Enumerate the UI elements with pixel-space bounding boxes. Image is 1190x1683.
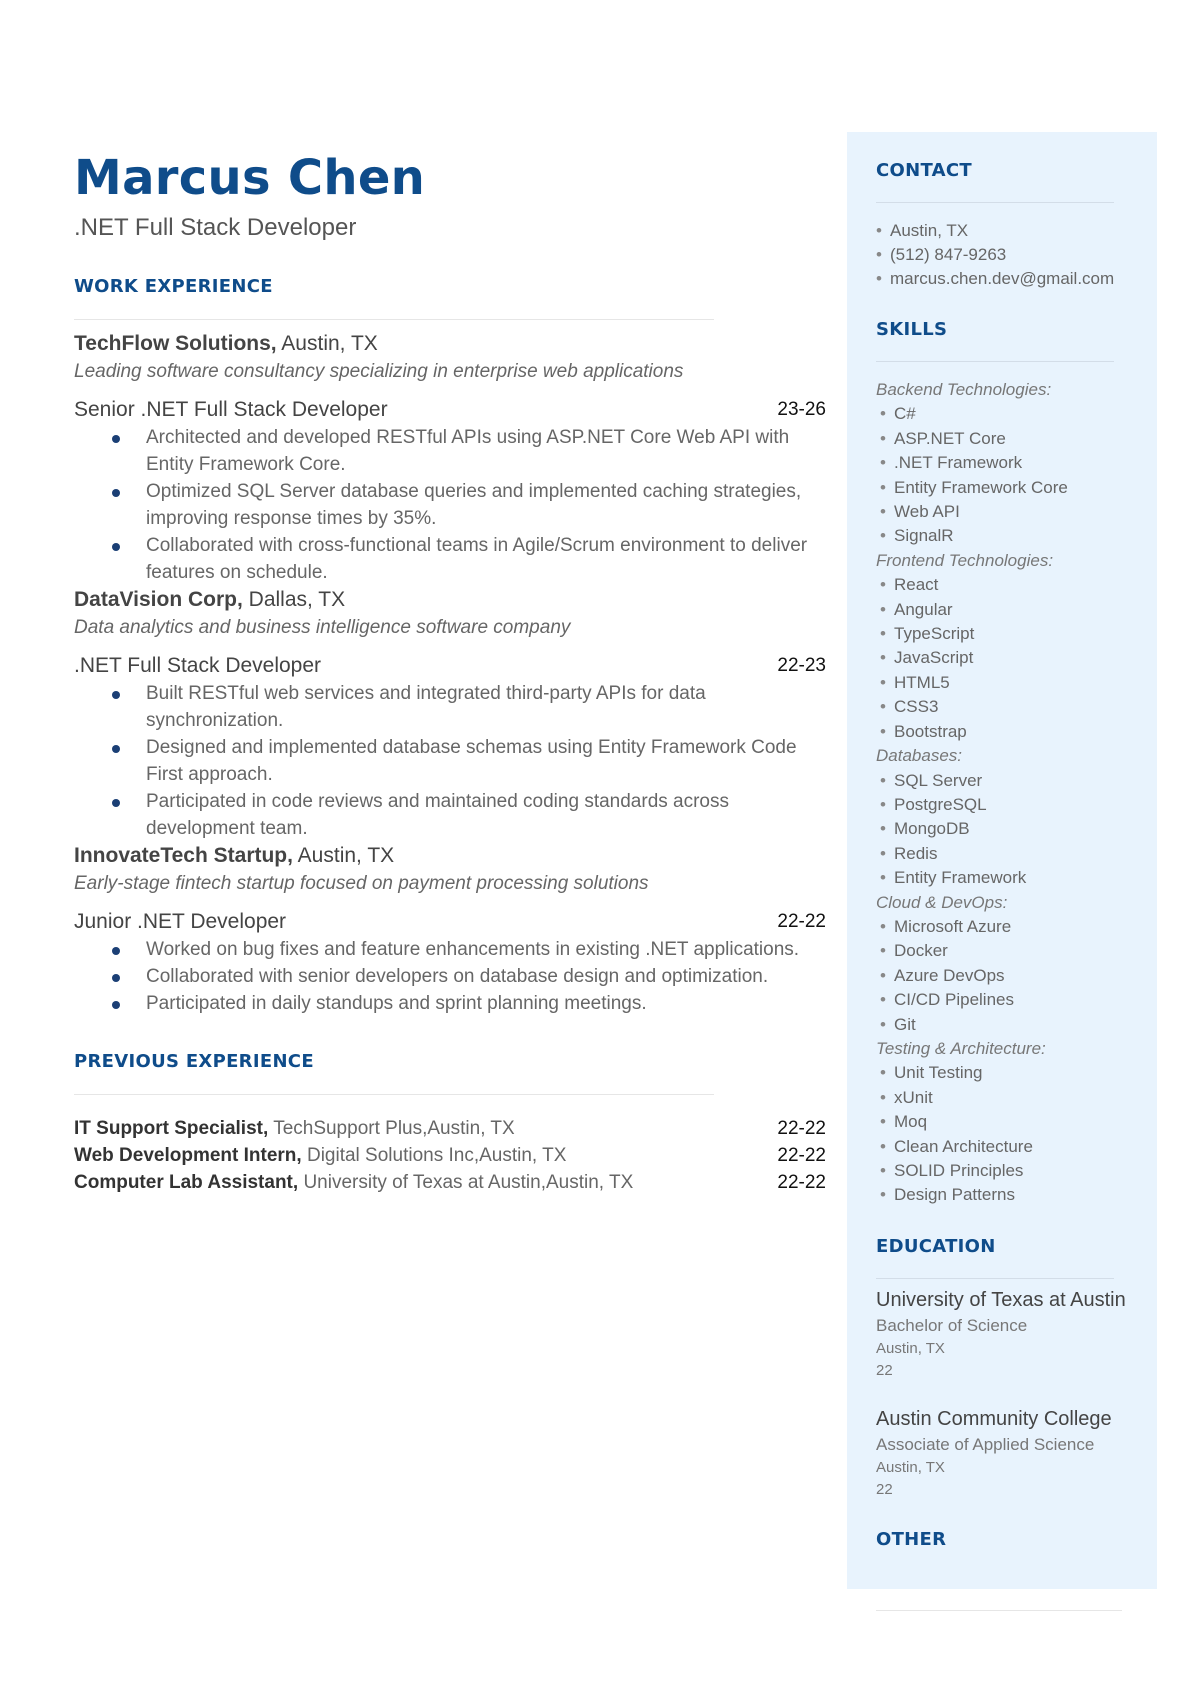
skills-heading: SKILLS bbox=[876, 319, 948, 340]
job-bullet: Built RESTful web services and integrated third-party APIs for data synchronization. bbox=[74, 680, 826, 734]
previous-role: Computer Lab Assistant, bbox=[74, 1171, 299, 1193]
education-school: University of Texas at Austin bbox=[876, 1288, 1126, 1311]
education-degree: Associate of Applied Science bbox=[876, 1434, 1095, 1454]
education-heading: EDUCATION bbox=[876, 1235, 996, 1257]
previous-experience-heading: PREVIOUS EXPERIENCE bbox=[74, 1050, 314, 1072]
candidate-title: .NET Full Stack Developer bbox=[74, 213, 357, 241]
skill-item: • PostgreSQL bbox=[880, 794, 987, 814]
job-bullet: Participated in daily standups and sprint planning meetings. bbox=[74, 990, 826, 1017]
company-description: Early-stage fintech startup focused on payment processing solutions bbox=[74, 872, 649, 894]
company-location: Dallas, TX bbox=[248, 587, 346, 611]
main-column bbox=[74, 150, 826, 1196]
job-bullet: Worked on bug fixes and feature enhancements in existing .NET applications. bbox=[74, 936, 826, 963]
bullet-dot: • bbox=[876, 245, 882, 264]
skill-item: • Clean Architecture bbox=[880, 1136, 1033, 1156]
contact-heading: CONTACT bbox=[876, 160, 972, 181]
previous-org: University of Texas at Austin,Austin, TX bbox=[303, 1171, 634, 1193]
company-location: Austin, TX bbox=[281, 331, 378, 355]
skill-item: • Web API bbox=[880, 502, 960, 522]
contact-divider bbox=[876, 202, 1114, 203]
previous-role: Web Development Intern, bbox=[74, 1144, 302, 1166]
skill-item: • SignalR bbox=[880, 526, 954, 546]
skill-category: Testing & Architecture: bbox=[876, 1038, 1046, 1058]
sidebar-content bbox=[876, 160, 1136, 1550]
education-year: 22 bbox=[876, 1361, 893, 1379]
previous-item bbox=[74, 1115, 826, 1142]
company-name: TechFlow Solutions, bbox=[74, 331, 277, 355]
role-title: Senior .NET Full Stack Developer bbox=[74, 397, 388, 421]
skill-category: Frontend Technologies: bbox=[876, 550, 1054, 570]
company-description: Leading software consultancy specializing in enterprise web applications bbox=[74, 360, 684, 382]
skills-divider bbox=[876, 361, 1114, 362]
skill-item: • Angular bbox=[880, 599, 953, 619]
skill-item: • Moq bbox=[880, 1112, 928, 1132]
skill-item: • Azure DevOps bbox=[880, 965, 1005, 985]
role-title: Junior .NET Developer bbox=[74, 909, 287, 933]
skill-item: • HTML5 bbox=[880, 672, 950, 692]
role-row bbox=[74, 396, 826, 424]
skill-item: • ASP.NET Core bbox=[880, 428, 1006, 448]
skill-item: • TypeScript bbox=[880, 624, 975, 644]
job-entry bbox=[74, 330, 826, 586]
role-dates: 22-22 bbox=[777, 910, 826, 932]
skill-category: Cloud & DevOps: bbox=[876, 892, 1008, 912]
company-line bbox=[74, 330, 826, 358]
education-entry bbox=[876, 1406, 1136, 1501]
role-title: .NET Full Stack Developer bbox=[74, 653, 322, 677]
previous-divider bbox=[74, 1094, 714, 1095]
skill-item: • C# bbox=[880, 404, 916, 424]
role-dates: 22-23 bbox=[777, 654, 826, 676]
skill-item: • MongoDB bbox=[880, 819, 970, 839]
previous-org: Digital Solutions Inc,Austin, TX bbox=[306, 1144, 567, 1166]
company-location: Austin, TX bbox=[297, 843, 395, 867]
skill-category: Databases: bbox=[876, 746, 962, 766]
education-school: Austin Community College bbox=[876, 1407, 1112, 1430]
job-bullets bbox=[74, 936, 826, 1017]
job-entry bbox=[74, 586, 826, 842]
work-divider bbox=[74, 319, 714, 320]
job-entry bbox=[74, 842, 826, 1017]
previous-role: IT Support Specialist, bbox=[74, 1117, 269, 1139]
previous-item bbox=[74, 1169, 826, 1196]
job-bullets bbox=[74, 424, 826, 586]
job-bullet: Participated in code reviews and maintained coding standards across development team. bbox=[74, 788, 826, 842]
job-bullet: Collaborated with cross-functional teams in Agile/Scrum environment to deliver features on schedule. bbox=[74, 532, 826, 586]
other-heading: OTHER bbox=[876, 1528, 947, 1550]
previous-org: TechSupport Plus,Austin, TX bbox=[273, 1117, 515, 1139]
skill-item: • Unit Testing bbox=[880, 1063, 983, 1083]
education-location: Austin, TX bbox=[876, 1339, 945, 1357]
skill-item: • Microsoft Azure bbox=[880, 916, 1012, 936]
education-divider bbox=[876, 1278, 1114, 1279]
skill-item: • Git bbox=[880, 1014, 916, 1034]
skill-item: • .NET Framework bbox=[880, 453, 1023, 473]
role-row bbox=[74, 908, 826, 936]
education-entry bbox=[876, 1287, 1136, 1382]
company-name: InnovateTech Startup, bbox=[74, 843, 293, 867]
previous-item bbox=[74, 1142, 826, 1169]
work-experience-heading: WORK EXPERIENCE bbox=[74, 275, 273, 297]
skill-category: Backend Technologies: bbox=[876, 380, 1052, 399]
company-line bbox=[74, 586, 826, 614]
company-description: Data analytics and business intelligence software company bbox=[74, 616, 571, 638]
skill-item: • Bootstrap bbox=[880, 721, 967, 741]
other-divider bbox=[876, 1610, 1122, 1611]
contact-phone: • (512) 847-9263 bbox=[876, 243, 1136, 267]
contact-email: • marcus.chen.dev@gmail.com bbox=[876, 267, 1136, 291]
job-bullet: Collaborated with senior developers on database design and optimization. bbox=[74, 963, 826, 990]
skill-item: • CSS3 bbox=[880, 697, 939, 717]
skill-item: • SOLID Principles bbox=[880, 1161, 1024, 1180]
company-name: DataVision Corp, bbox=[74, 587, 243, 611]
skill-item: • Docker bbox=[880, 941, 948, 961]
bullet-dot: • bbox=[876, 269, 882, 288]
previous-dates: 22-22 bbox=[777, 1144, 826, 1166]
job-bullets bbox=[74, 680, 826, 842]
sidebar bbox=[847, 132, 1157, 1589]
skill-item: • JavaScript bbox=[880, 648, 974, 668]
company-line bbox=[74, 842, 826, 870]
skill-item: • Entity Framework Core bbox=[880, 477, 1068, 497]
role-dates: 23-26 bbox=[777, 398, 826, 420]
education-location: Austin, TX bbox=[876, 1458, 945, 1476]
job-bullet: Designed and implemented database schemas using Entity Framework Code First approach. bbox=[74, 734, 826, 788]
skill-item: • Design Patterns bbox=[880, 1185, 1015, 1205]
job-bullet: Optimized SQL Server database queries and implemented caching strategies, improving response times by 35%. bbox=[74, 478, 826, 532]
skill-item: • CI/CD Pipelines bbox=[880, 990, 1014, 1010]
skill-item: • Entity Framework bbox=[880, 868, 1027, 888]
previous-dates: 22-22 bbox=[777, 1171, 826, 1193]
bullet-dot: • bbox=[876, 221, 882, 240]
candidate-name: Marcus Chen bbox=[74, 150, 426, 206]
education-degree: Bachelor of Science bbox=[876, 1315, 1028, 1335]
skill-item: • React bbox=[880, 575, 939, 595]
role-row bbox=[74, 652, 826, 680]
skill-item: • SQL Server bbox=[880, 770, 983, 790]
contact-location: • Austin, TX bbox=[876, 219, 1136, 243]
job-bullet: Architected and developed RESTful APIs using ASP.NET Core Web API with Entity Framework Core. bbox=[74, 424, 826, 478]
education-year: 22 bbox=[876, 1480, 893, 1498]
previous-dates: 22-22 bbox=[777, 1117, 826, 1139]
skill-item: • xUnit bbox=[880, 1087, 933, 1107]
skill-item: • Redis bbox=[880, 843, 938, 863]
